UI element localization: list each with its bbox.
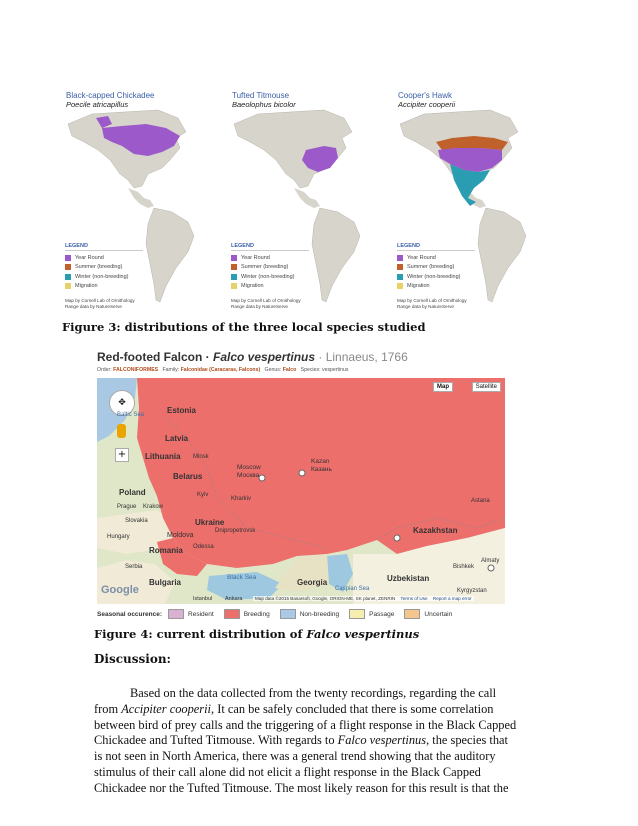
taxonomy-line: Order: FALCONIFORMES Family: Falconidae (Caracaras, Falcons) Genus: Falco Species: vespertinus	[97, 367, 349, 373]
place-label: Prague	[117, 504, 137, 510]
legend-title: LEGEND	[231, 243, 309, 251]
swatch	[397, 255, 403, 261]
place-label: Moscow	[237, 464, 261, 471]
place-label: Romania	[149, 546, 183, 555]
swatch	[224, 609, 240, 619]
swatch	[397, 274, 403, 280]
map-credit: Map by Cornell Lab of Ornithology Range data by NatureServe	[231, 298, 301, 309]
seasonal-item-breeding: Breeding	[224, 609, 270, 619]
legend-item: Migration	[65, 282, 143, 292]
legend-title: LEGEND	[397, 243, 475, 251]
pan-control-icon[interactable]: ✥	[109, 390, 135, 416]
swatch	[231, 274, 237, 280]
legend-item: Winter (non-breeding)	[65, 272, 143, 282]
place-label: Bulgaria	[149, 578, 182, 587]
legend-item: Migration	[231, 282, 309, 292]
legend-item: Summer (breeding)	[231, 263, 309, 273]
paragraph-line: stimulus of their call alone did not elicit a flight response in the Black Capped	[94, 764, 481, 779]
species-scientific-name: Poecile atricapillus	[66, 100, 129, 109]
legend	[397, 243, 475, 291]
place-label: Moldova	[167, 532, 194, 539]
place-label: Hungary	[107, 534, 130, 540]
figure-4	[94, 348, 508, 624]
place-label: Uzbekistan	[387, 574, 430, 583]
distribution-map[interactable]	[97, 378, 505, 604]
seasonal-item-uncertain: Uncertain	[404, 609, 452, 619]
place-label: Ukraine	[195, 518, 225, 527]
place-label: Caspian Sea	[335, 586, 370, 592]
seasonal-legend: Seasonal occurence: Resident Breeding Non-breeding Passage Uncertain	[97, 610, 453, 618]
place-label: Kharkiv	[231, 496, 252, 502]
legend-item: Migration	[397, 282, 475, 292]
google-logo: Google	[101, 584, 139, 596]
genus-link[interactable]: Falco	[282, 367, 297, 373]
paragraph-line: Chickadee and Tufted Titmouse. With regards to Falco vespertinus, the species that	[94, 733, 508, 748]
paragraph-line: between bird of prey calls and the triggering of a flight response in the Black Capped	[94, 717, 517, 732]
swatch	[231, 264, 237, 270]
figure-4-title: Red-footed Falcon · Falco vespertinus · Linnaeus, 1766	[97, 350, 408, 364]
place-label: Estonia	[167, 406, 196, 415]
order-link[interactable]: FALCONIFORMES	[113, 367, 159, 373]
place-label: Belarus	[173, 472, 203, 481]
swatch	[397, 264, 403, 270]
place-label: Dnipropetrovsk	[215, 528, 256, 534]
legend	[65, 243, 143, 291]
legend-item: Summer (breeding)	[397, 263, 475, 273]
satellite-view-button[interactable]: Satellite	[472, 382, 501, 392]
place-label: Minsk	[193, 454, 209, 460]
paragraph-line: from Accipiter cooperii, It can be safely concluded that there is some correlation	[94, 701, 494, 716]
seasonal-item-passage: Passage	[349, 609, 394, 619]
terms-link[interactable]: Terms of Use	[400, 596, 428, 601]
place-label: Lithuania	[145, 452, 181, 461]
figure-3-caption: Figure 3: distributions of the three local species studied	[62, 320, 426, 334]
pegman-icon[interactable]	[117, 424, 126, 438]
map-view-button[interactable]: Map	[433, 382, 453, 392]
place-label: Kyiv	[197, 492, 209, 498]
place-label: Latvia	[165, 434, 189, 443]
family-link[interactable]: Falconidae (Caracaras, Falcons)	[180, 367, 261, 373]
swatch	[231, 283, 237, 289]
species-title: Black-capped Chickadee	[66, 91, 155, 100]
seasonal-item-non-breeding: Non-breeding	[280, 609, 339, 619]
place-label: Slovakia	[125, 518, 148, 524]
legend-item: Year Round	[397, 253, 475, 263]
place-label: Odessa	[193, 544, 214, 550]
map-credit: Map by Cornell Lab of Ornithology Range data by NatureServe	[397, 298, 467, 309]
paragraph-line: is not seen in North America, there was a general trend showing that the auditory	[94, 749, 496, 764]
zoom-in-button[interactable]: +	[115, 448, 129, 462]
species-scientific-name: Accipiter cooperii	[398, 100, 456, 109]
place-label: Ankara	[225, 596, 243, 602]
figure-4-caption: Figure 4: current distribution of Falco vespertinus	[94, 627, 420, 641]
species-scientific-name: Baeolophus bicolor	[232, 100, 296, 109]
seasonal-item-resident: Resident	[168, 609, 214, 619]
map-attribution: Map data ©2015 Basarsoft, Google, ORION-ME, SK planet, ZENRIN Terms of Use Report a map error	[255, 596, 472, 601]
swatch	[231, 255, 237, 261]
place-label: Kyrgyzstan	[457, 588, 487, 594]
place-label: Istanbul	[193, 596, 213, 602]
swatch	[65, 283, 71, 289]
place-label: Bishkek	[453, 564, 475, 570]
place-label: Astana	[471, 498, 490, 504]
place-label: Москва	[237, 472, 260, 479]
range-map-coopers-hawk	[394, 88, 558, 318]
legend-item: Winter (non-breeding)	[231, 272, 309, 282]
legend-item: Summer (breeding)	[65, 263, 143, 273]
swatch	[280, 609, 296, 619]
discussion-heading: Discussion:	[94, 652, 171, 666]
swatch	[397, 283, 403, 289]
paragraph-line: Chickadee nor the Tufted Titmouse. The most likely reason for this result is that the	[94, 780, 509, 795]
species-title: Tufted Titmouse	[232, 91, 290, 100]
swatch	[349, 609, 365, 619]
place-label: Black Sea	[227, 574, 257, 581]
place-label: Krakow	[143, 504, 164, 510]
place-label: Poland	[119, 488, 146, 497]
swatch	[168, 609, 184, 619]
paragraph-line: Based on the data collected from the twenty recordings, regarding the call	[130, 686, 497, 700]
report-error-link[interactable]: Report a map error	[432, 596, 472, 601]
swatch	[65, 264, 71, 270]
europe-asia-map	[97, 378, 505, 604]
range-map-tufted-titmouse	[228, 88, 392, 318]
species-title: Cooper's Hawk	[398, 91, 452, 100]
swatch	[404, 609, 420, 619]
place-label: Georgia	[297, 578, 328, 587]
swatch	[65, 255, 71, 261]
legend-title: LEGEND	[65, 243, 143, 251]
legend-item: Year Round	[231, 253, 309, 263]
range-map-black-capped-chickadee	[62, 88, 226, 318]
legend	[231, 243, 309, 291]
legend-item: Winter (non-breeding)	[397, 272, 475, 282]
map-credit: Map by Cornell Lab of Ornithology Range data by NatureServe	[65, 298, 135, 309]
legend-item: Year Round	[65, 253, 143, 263]
swatch	[65, 274, 71, 280]
place-label: Baltic Sea	[117, 412, 145, 418]
place-label: Kazakhstan	[413, 526, 458, 535]
place-label: Казань	[311, 466, 332, 473]
place-label: Almaty	[481, 558, 500, 564]
discussion-paragraph	[94, 686, 544, 797]
place-label: Kazan	[311, 458, 330, 465]
place-label: Serbia	[125, 564, 143, 570]
